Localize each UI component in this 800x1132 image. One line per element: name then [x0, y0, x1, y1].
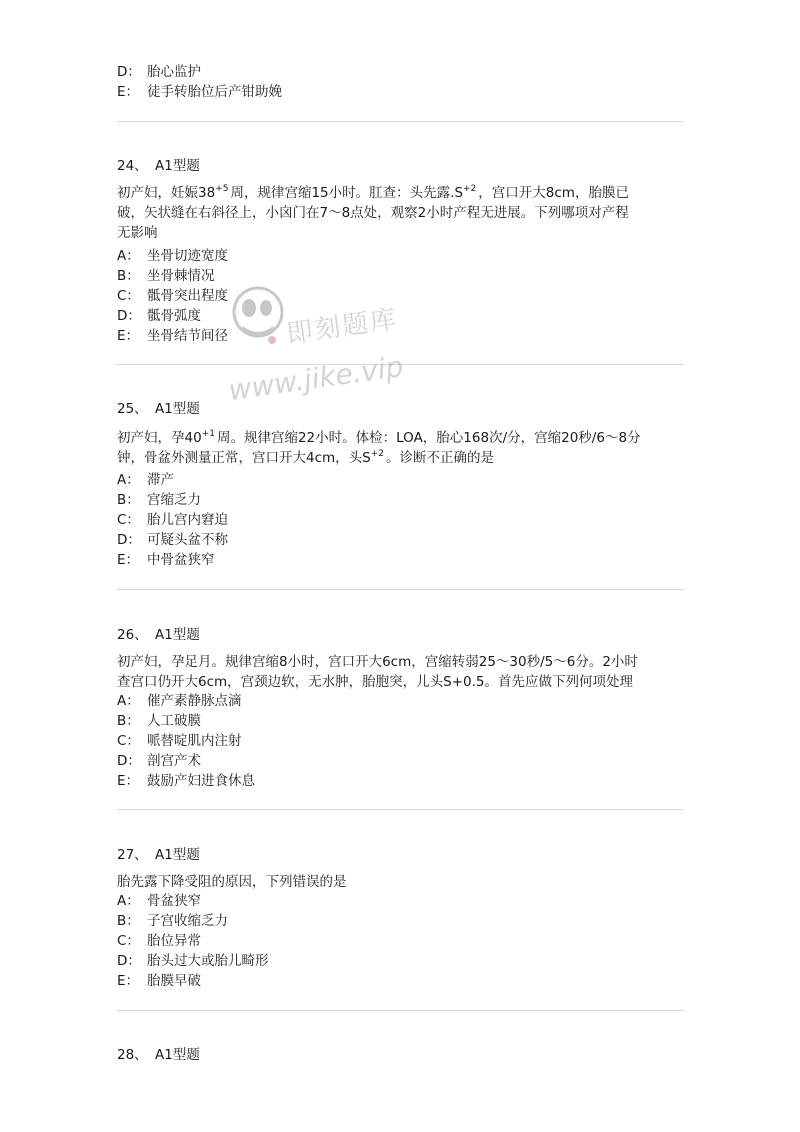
option-a: [117, 691, 242, 711]
option-key: E：: [117, 84, 140, 100]
option-d: [117, 951, 269, 971]
option-key: C：: [117, 733, 140, 749]
option-key: A：: [117, 472, 140, 488]
option-key: E：: [117, 973, 140, 989]
option-text: 胎儿宫内窘迫: [147, 512, 228, 528]
option-text: 可疑头盆不称: [147, 532, 228, 548]
option-key: C：: [117, 933, 140, 949]
question-26-stem: [117, 652, 689, 692]
stem-text: 初产妇，妊娠38: [117, 185, 216, 201]
divider: [117, 1010, 684, 1011]
question-type: A1型题: [155, 401, 200, 417]
option-b: [117, 490, 201, 510]
option-key: B：: [117, 913, 140, 929]
option-text: 坐骨棘情况: [147, 268, 215, 284]
option-key: D：: [117, 64, 141, 80]
stem-text: 周，规律宫缩15小时。肛查：头先露.S: [230, 185, 464, 201]
question-27-header: [117, 845, 200, 865]
divider: [117, 364, 684, 365]
question-number: 27、: [117, 847, 148, 863]
option-c: [117, 510, 228, 530]
option-text: 宫缩乏力: [147, 492, 201, 508]
option-text: 骨盆狭窄: [147, 893, 201, 909]
option-e: [117, 326, 228, 346]
option-key: E：: [117, 552, 140, 568]
option-c: [117, 731, 242, 751]
option-d: [117, 530, 228, 550]
option-key: D：: [117, 753, 141, 769]
superscript: +2: [463, 184, 477, 194]
question-type: A1型题: [155, 1047, 200, 1063]
option-text: 胎膜早破: [147, 973, 201, 989]
option-key: A：: [117, 893, 140, 909]
stem-text: 。诊断不正确的是: [386, 450, 495, 466]
option-text: 骶骨弧度: [147, 308, 201, 324]
option-key: D：: [117, 308, 141, 324]
option-key: D：: [117, 953, 141, 969]
option-text: 骶骨突出程度: [147, 288, 228, 304]
option-text: 胎头过大或胎儿畸形: [147, 953, 269, 969]
option-key: C：: [117, 512, 140, 528]
option-key: B：: [117, 492, 140, 508]
option-d: [117, 751, 201, 771]
question-27-stem: [117, 872, 689, 892]
watermark-text: 即刻题库: [284, 304, 400, 350]
question-26-header: [117, 625, 200, 645]
option-text: 鼓励产妇进食休息: [147, 773, 255, 789]
option-c: [117, 931, 201, 951]
watermark: [228, 282, 428, 422]
stem-text: 初产妇，孕足月。规律宫缩8小时，宫口开大6cm，宫缩转弱25～30秒/5～6分。2小时: [117, 654, 638, 670]
question-24-stem: [117, 183, 689, 243]
superscript: +2: [370, 449, 385, 459]
stem-text: 查宫口仍开大6cm，宫颈边软，无水肿，胎胞突，儿头S+0.5。首先应做下列何项处理: [117, 674, 634, 690]
option-text: 子宫收缩乏力: [147, 913, 228, 929]
watermark-url: www.jike.vip: [226, 349, 406, 408]
question-25-stem: [117, 428, 689, 468]
option-d: [117, 62, 201, 82]
option-e: [117, 971, 201, 991]
question-28-header: [117, 1045, 200, 1065]
question-number: 28、: [117, 1047, 148, 1063]
option-c: [117, 286, 228, 306]
stem-text: 钟，骨盆外测量正常，宫口开大4cm，头S: [117, 450, 371, 466]
stem-text: 胎先露下降受阻的原因，下列错误的是: [117, 874, 347, 890]
divider: [117, 589, 684, 590]
stem-text: 无影响: [117, 225, 158, 241]
option-e: [117, 771, 255, 791]
stem-text: 周。规律宫缩22小时。体检：LOA，胎心168次/分，宫缩20秒/6～8分: [216, 430, 641, 446]
option-b: [117, 711, 201, 731]
option-text: 胎心监护: [147, 64, 201, 80]
option-key: C：: [117, 288, 140, 304]
question-24-header: [117, 156, 200, 176]
option-text: 坐骨切迹宽度: [147, 248, 228, 264]
option-text: 徒手转胎位后产钳助娩: [147, 84, 282, 100]
option-e: [117, 82, 282, 102]
option-text: 中骨盆狭窄: [147, 552, 215, 568]
panda-logo-icon: [228, 282, 288, 352]
option-text: 坐骨结节间径: [147, 328, 228, 344]
question-number: 25、: [117, 401, 148, 417]
question-type: A1型题: [155, 627, 200, 643]
option-key: B：: [117, 713, 140, 729]
option-text: 催产素静脉点滴: [147, 693, 242, 709]
stem-text: 破，矢状缝在右斜径上，小囟门在7～8点处，观察2小时产程无进展。下列哪项对产程: [117, 205, 629, 221]
divider: [117, 121, 684, 122]
option-text: 哌替啶肌内注射: [147, 733, 242, 749]
question-25-header: [117, 399, 200, 419]
option-key: E：: [117, 328, 140, 344]
option-text: 人工破膜: [147, 713, 201, 729]
option-b: [117, 266, 215, 286]
option-text: 胎位异常: [147, 933, 201, 949]
option-key: E：: [117, 773, 140, 789]
question-type: A1型题: [155, 158, 200, 174]
option-key: B：: [117, 268, 140, 284]
option-a: [117, 246, 228, 266]
question-number: 26、: [117, 627, 148, 643]
divider: [117, 809, 684, 810]
option-b: [117, 911, 228, 931]
option-key: D：: [117, 532, 141, 548]
option-text: 滞产: [147, 472, 174, 488]
stem-text: 初产妇，孕40: [117, 430, 202, 446]
option-key: A：: [117, 693, 140, 709]
question-type: A1型题: [155, 847, 200, 863]
superscript: +1: [201, 429, 215, 439]
option-text: 剖宫产术: [147, 753, 201, 769]
option-e: [117, 550, 215, 570]
option-d: [117, 306, 201, 326]
superscript: +5: [215, 184, 229, 194]
option-key: A：: [117, 248, 140, 264]
question-number: 24、: [117, 158, 148, 174]
option-a: [117, 891, 201, 911]
stem-text: ，宫口开大8cm，胎膜已: [478, 185, 629, 201]
option-a: [117, 470, 174, 490]
